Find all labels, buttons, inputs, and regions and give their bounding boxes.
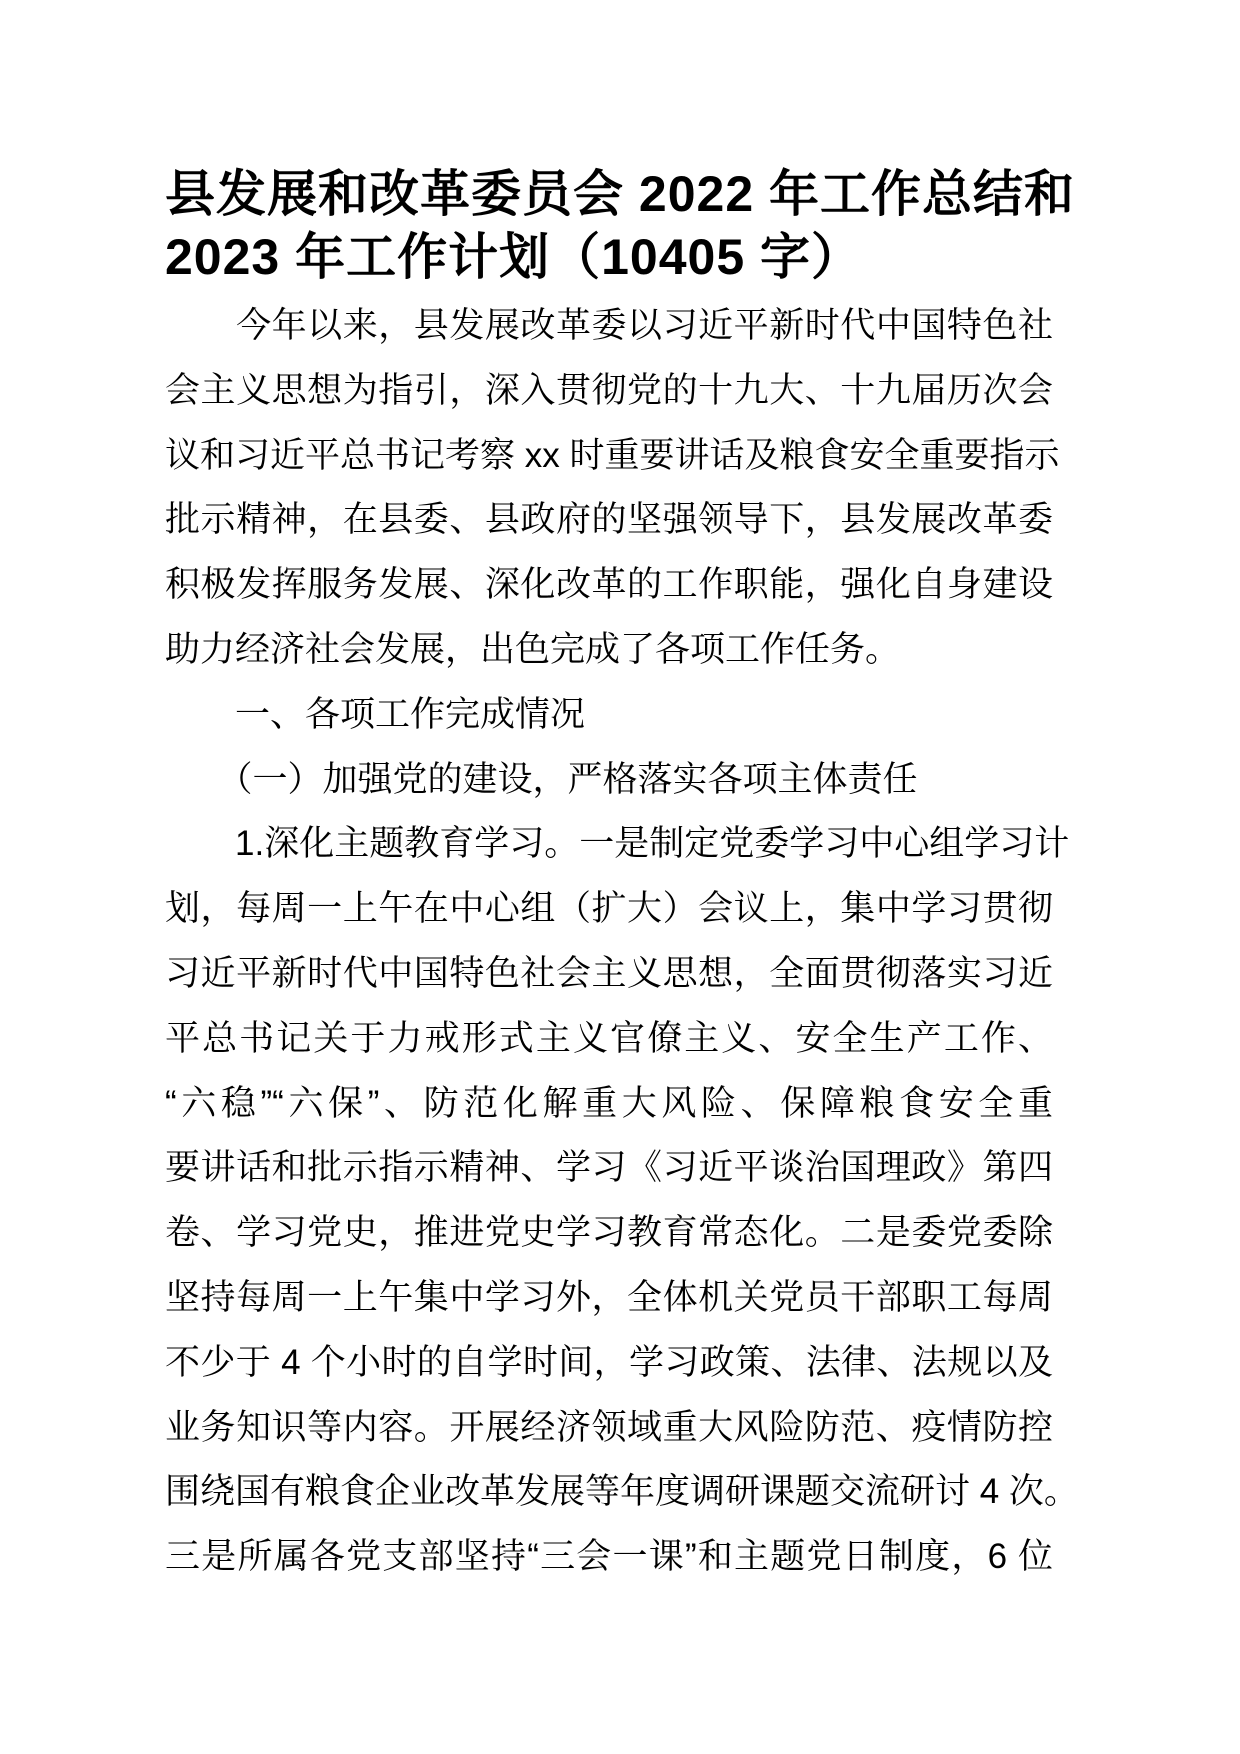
body-line: 划，每周一上午在中心组（扩大）会议上，集中学习贯彻 xyxy=(165,889,1053,929)
document-content xyxy=(165,163,1079,1590)
body-line: 业务知识等内容。开展经济领域重大风险防范、疫情防控 xyxy=(165,1407,1053,1447)
body-line: 助力经济社会发展，出色完成了各项工作任务。 xyxy=(165,629,901,669)
section-heading-1-1: （一）加强党的建设，严格落实各项主体责任 xyxy=(165,759,918,799)
title-line-2: 2023 年工作计划（10405 字） xyxy=(165,229,863,285)
body-line: 平总书记关于力戒形式主义官僚主义、安全生产工作、 xyxy=(165,1018,1053,1058)
body-line-paragraph1: 今年以来，县发展改革委以习近平新时代中国特色社 xyxy=(165,306,1053,345)
section-heading-1: 一、各项工作完成情况 xyxy=(165,694,586,734)
body-line-paragraph2: 1.深化主题教育学习。一是制定党委学习中心组学习计 xyxy=(165,824,1070,864)
document-title xyxy=(165,163,1076,289)
body-line: 坚持每周一上午集中学习外，全体机关党员干部职工每周 xyxy=(165,1277,1053,1317)
body-line: 议和习近平总书记考察 xx 时重要讲话及粮食安全重要指示 xyxy=(165,435,1060,475)
body-line: 积极发挥服务发展、深化改革的工作职能，强化自身建设 xyxy=(165,565,1053,605)
body-line: 要讲话和批示指示精神、学习《习近平谈治国理政》第四 xyxy=(165,1148,1053,1188)
body-line: 卷、学习党史，推进党史学习教育常态化。二是委党委除 xyxy=(165,1213,1053,1253)
body-line: “六稳”“六保”、防范化解重大风险、保障粮食安全重 xyxy=(165,1083,1053,1123)
body-line: 习近平新时代中国特色社会主义思想，全面贯彻落实习近 xyxy=(165,953,1053,993)
title-line-1: 县发展和改革委员会 2022 年工作总结和 xyxy=(165,166,1076,222)
body-line: 会主义思想为指引，深入贯彻党的十九大、十九届历次会 xyxy=(165,370,1053,410)
body-line: 围绕国有粮食企业改革发展等年度调研课题交流研讨 4 次。 xyxy=(165,1472,1079,1512)
body-line: 三是所属各党支部坚持“三会一课”和主题党日制度，6 位 xyxy=(165,1537,1053,1577)
document-body xyxy=(165,294,1079,1590)
body-line: 批示精神，在县委、县政府的坚强领导下，县发展改革委 xyxy=(165,500,1053,540)
body-line: 不少于 4 个小时的自学时间，学习政策、法律、法规以及 xyxy=(165,1342,1053,1382)
